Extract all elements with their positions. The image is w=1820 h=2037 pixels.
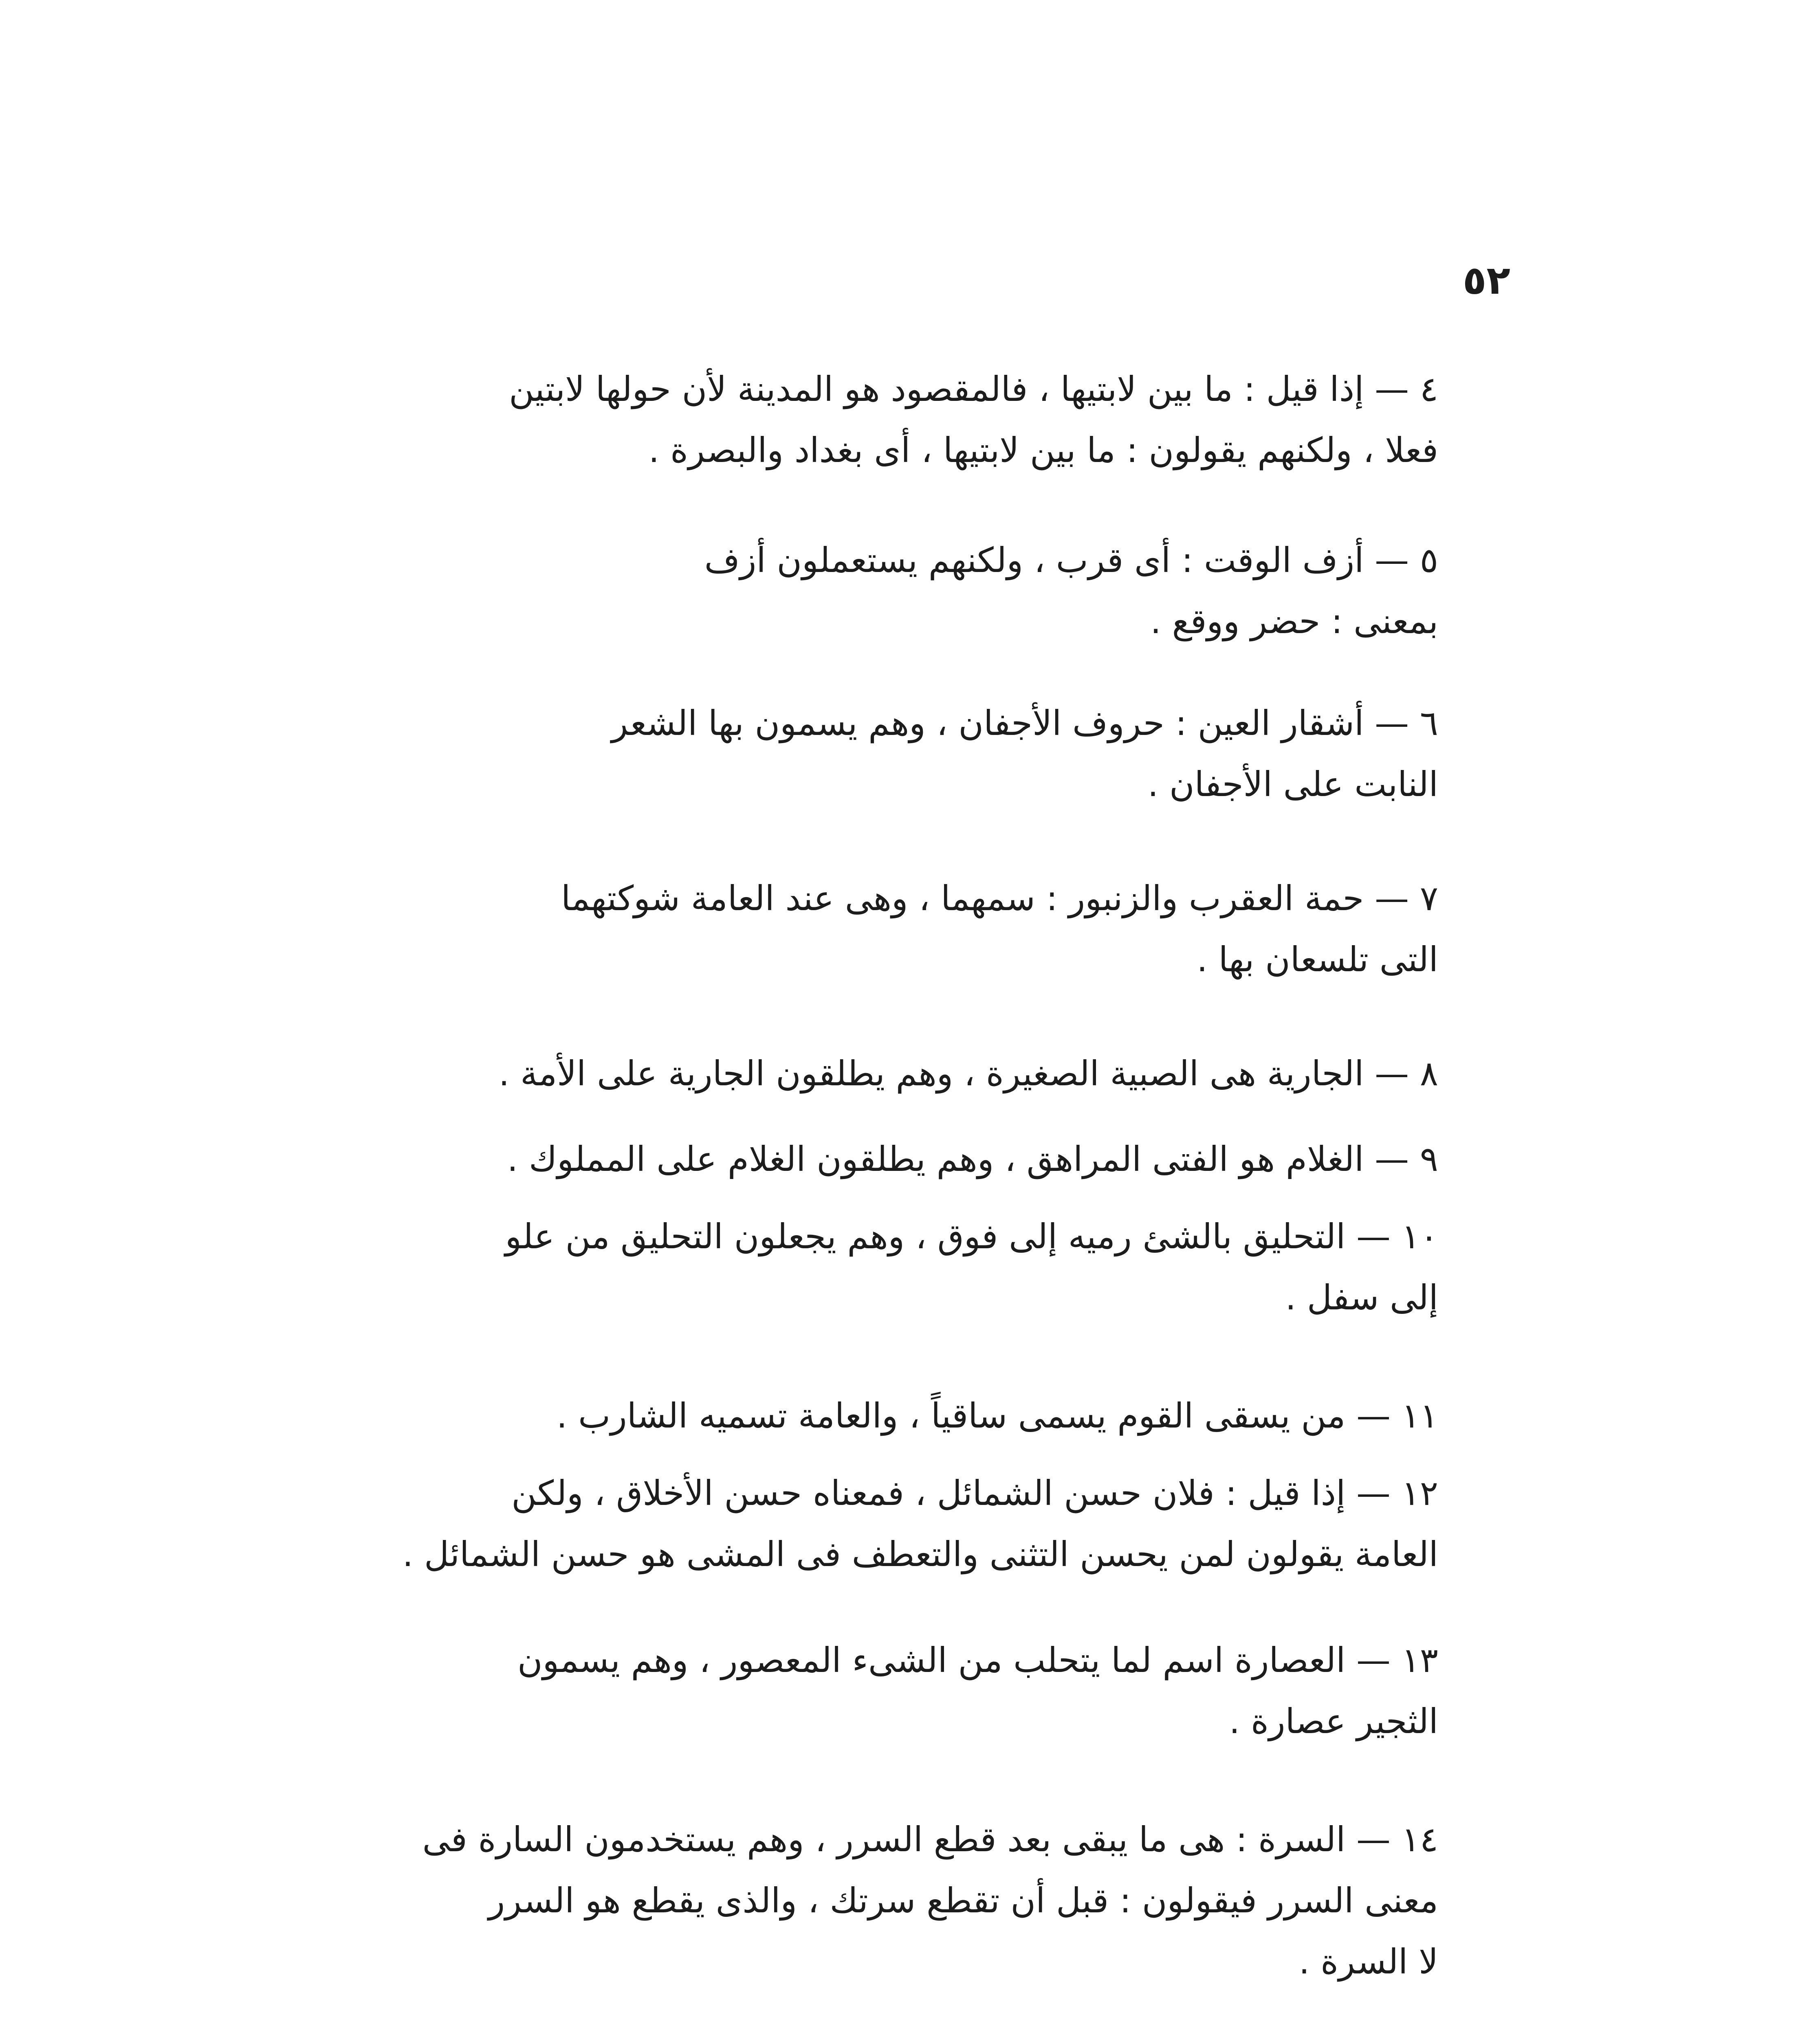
entry-line: ٥ — أزف الوقت : أى قرب ، ولكنهم يستعملون أزف [704,540,1438,580]
entry-13 [338,1630,1438,1752]
entry-10 [338,1206,1438,1328]
entry-line: ٩ — الغلام هو الفتى المراهق ، وهم يطلقون الغلام على المملوك . [507,1139,1438,1179]
entry-line: ١٢ — إذا قيل : فلان حسن الشمائل ، فمعناه حسن الأخلاق ، ولكن [511,1473,1438,1513]
entry-line: النابت على الأجفان . [1147,764,1438,804]
entry-line: ٤ — إذا قيل : ما بين لابتيها ، فالمقصود هو المدينة لأن حولها لابتين [509,369,1438,409]
entry-9 [338,1128,1438,1190]
entry-5 [338,530,1438,652]
entry-4 [338,359,1438,481]
entry-line: بمعنى : حضر ووقع . [1150,601,1438,641]
entry-line: ١٣ — العصارة اسم لما يتحلب من الشىء المعصور ، وهم يسمون [517,1640,1438,1680]
entry-12 [338,1463,1438,1585]
entry-line: لا السرة . [1298,1942,1438,1982]
entry-line: فعلا ، ولكنهم يقولون : ما بين لابتيها ، أى بغداد والبصرة . [648,430,1438,470]
entry-line: معنى السرر فيقولون : قبل أن تقطع سرتك ، والذى يقطع هو السرر [488,1881,1438,1920]
entry-11 [338,1385,1438,1446]
entry-6 [338,693,1438,815]
entry-line: ٧ — حمة العقرب والزنبور : سمهما ، وهى عند العامة شوكتهما [561,878,1438,918]
entry-line: إلى سفل . [1285,1278,1438,1318]
entry-8 [338,1043,1438,1104]
entry-line: ١٠ — التحليق بالشئ رميه إلى فوق ، وهم يجعلون التحليق من علو [505,1216,1438,1256]
entry-line: العامة يقولون لمن يحسن التثنى والتعطف فى المشى هو حسن الشمائل . [402,1534,1438,1574]
entry-line: ١١ — من يسقى القوم يسمى ساقياً ، والعامة تسميه الشارب . [556,1396,1438,1436]
page-number: ٥٢ [1462,257,1510,303]
entry-line: التى تلسعان بها . [1197,939,1438,979]
entry-line: ١٤ — السرة : هى ما يبقى بعد قطع السرر ، وهم يستخدمون السارة فى [422,1819,1438,1859]
entry-line: ٨ — الجارية هى الصبية الصغيرة ، وهم يطلقون الجارية على الأمة . [498,1054,1438,1093]
entry-line: الثجير عصارة . [1229,1701,1438,1741]
entry-line: ٦ — أشقار العين : حروف الأجفان ، وهم يسمون بها الشعر [611,703,1438,743]
entry-7 [338,868,1438,990]
entry-14 [338,1809,1438,1992]
